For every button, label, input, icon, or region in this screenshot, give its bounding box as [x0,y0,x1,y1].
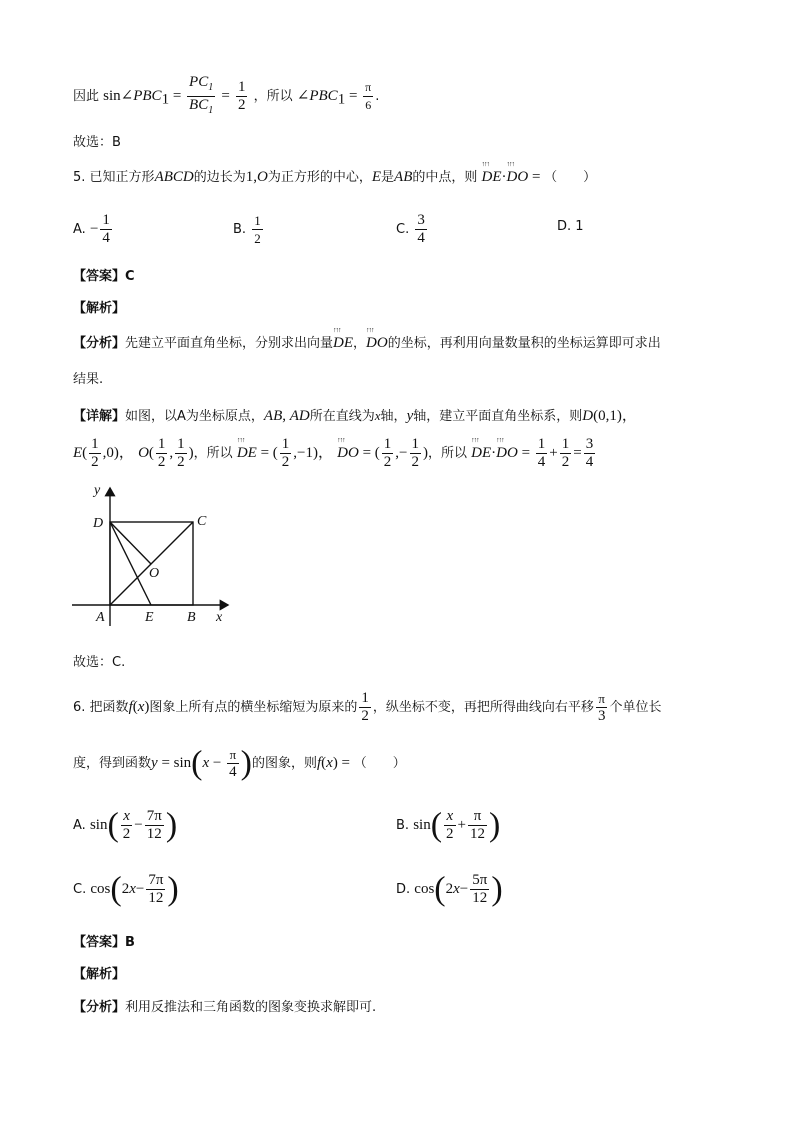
segment-de [110,522,151,605]
answer-6: 【答案】B [73,935,135,950]
line-sin-pbc1: 因此 $\sin\angle PBC_1$ = $\frac{PC_1}{BC_1}$ = $\frac{1}{2}$ ，所以 $\angle PBC_1$ = $\frac{\pi}{6}$ . [73,74,754,119]
question-6: 6. 把函数f(x)图象上所有点的横坐标缩短为原来的 $\frac{1}{2}$ ，纵坐标不变，再把所得曲线向右平移 $\frac{\pi}{3}$ 个单位长 [73,690,662,724]
fenxi-6: 【分析】利用反推法和三角函数的图象变换求解即可. [73,1000,377,1015]
jiexi-6: 【解析】 [73,967,126,982]
option-6c: C. cos(2x− $\frac{7\pi}{12}$ ) [73,870,179,908]
label-x: x [216,610,223,625]
segment-do [110,522,151,564]
question-6-cont: 度，得到函数y = sin(x − $\frac{\pi}{4}$ )的图象，则f(x) = （ ） [73,744,406,782]
option-5b: B. $\frac{1}{2}$ [233,213,261,246]
question-5: 5. 已知正方形ABCD的边长为1,O为正方形的中心，E是AB的中点，则 ↑↑↑ DE·↑↑↑ DO = （ ） [73,166,754,186]
label-c: C [197,514,207,529]
answer-5: 【答案】C [73,269,135,284]
option-5c: C. $\frac{3}{4}$ [396,212,425,246]
fenxi-5-cont: 结果. [73,372,104,387]
fraction-pi-6: $\frac{\pi}{6}$ [365,80,372,112]
fenxi-5: 【分析】先建立平面直角坐标，分别求出向量↑↑↑ DE，↑↑↑ DO的坐标，再利用向量数量积的坐标运算即可求出 [73,332,754,352]
label-y: y [94,483,101,498]
option-6b: B. sin( $\frac{x}{2}$ + $\frac{\pi}{12}$ ) [396,806,501,844]
answer-select-b: 故选：B [73,135,121,150]
square-coordinate-figure [60,478,250,628]
xiangjie-5: 【详解】如图，以A为坐标原点，AB, AD所在直线为x轴，y轴，建立平面直角坐标系，则D(0,1)， [73,408,637,424]
option-5d: D. 1 [557,219,584,234]
coordinates-5: E( $\frac{1}{2}$ ,0)， O( $\frac{1}{2}$ , $\frac{1}{2}$ )，所以 ↑↑↑ DE = ( $\frac{1}{2}$ ,−1)， ↑↑↑ DO = ( $\frac{1}{2}$ ,− $\frac{1}{2}$ )，所以 ↑↑↑ DE·↑↑↑ DO = $\frac{1}{4}$ + $\frac{1}{2}$ = $\frac{3}{4}$ [73,436,754,471]
option-6d: D. cos(2x− $\frac{5\pi}{12}$ ) [396,870,503,908]
select-5: 故选：C. [73,655,126,670]
fraction-pc1-bc1: $\frac{PC_1}{BC_1}$ [189,74,214,116]
label-b: B [187,610,196,625]
label-d: D [93,516,104,531]
option-6a: A. sin( $\frac{x}{2}$ − $\frac{7\pi}{12}$ ) [73,806,178,844]
option-5a: A. − $\frac{1}{4}$ [73,212,110,246]
label-a: A [96,610,105,625]
fraction-one-half: $\frac{1}{2}$ [237,79,246,113]
label-e: E [145,610,154,625]
label-o: O [149,566,160,581]
jiexi-5: 【解析】 [73,301,126,316]
